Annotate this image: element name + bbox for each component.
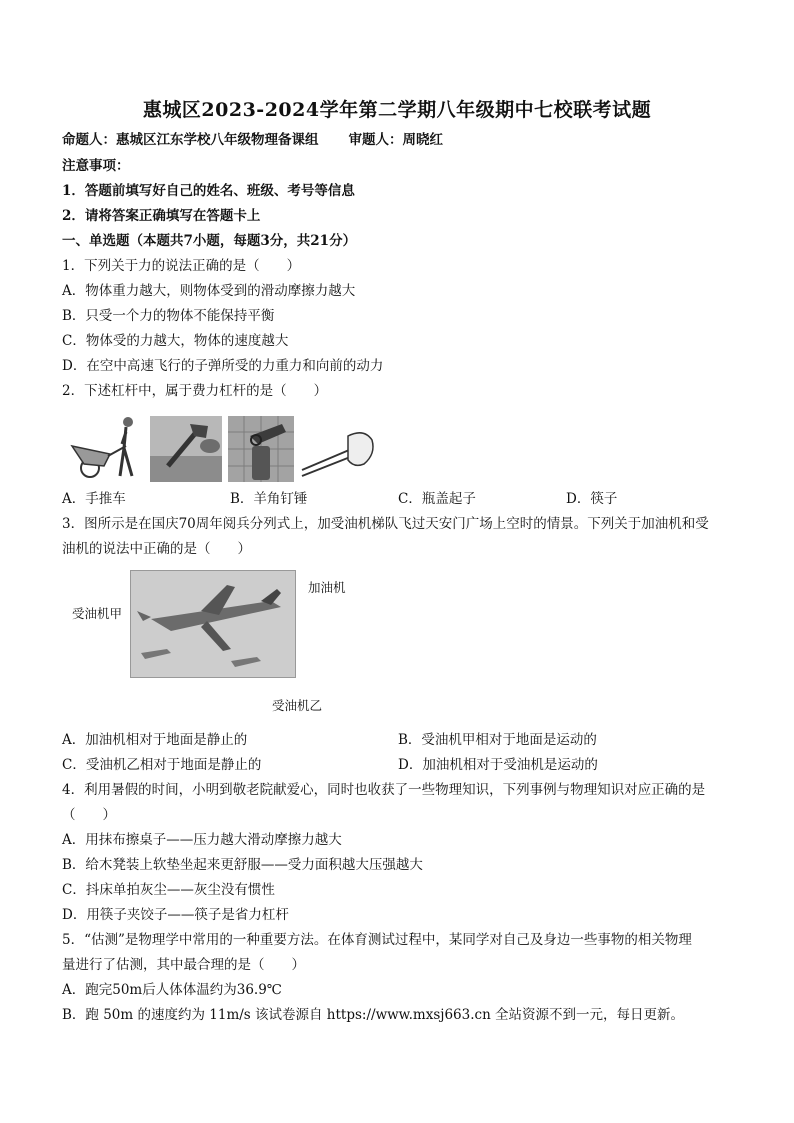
reviewer: 审题人：周晓红 <box>348 132 443 148</box>
q3-stem-line-2: 油机的说法中正确的是（ ） <box>62 541 251 557</box>
q2-option-c: C．瓶盖起子 <box>398 491 476 507</box>
notice-heading: 注意事项： <box>62 158 130 174</box>
q5-option-b: B．跑 50m 的速度约为 11m/s 该试卷源自 https://www.mxsj663.cn 全站资源不到一元，每日更新。 <box>62 1007 685 1023</box>
author: 命题人：惠城区江东学校八年级物理备课组 <box>62 132 319 148</box>
q3-option-a: A．加油机相对于地面是静止的 <box>62 732 248 748</box>
section-heading: 一、单选题（本题共7小题，每题3分，共21分） <box>62 233 357 249</box>
wheelbarrow-image <box>64 410 144 482</box>
q3-option-c: C．受油机乙相对于地面是静止的 <box>62 757 262 773</box>
q1-option-d: D．在空中高速飞行的子弹所受的力重力和向前的动力 <box>62 358 384 374</box>
q3-option-d: D．加油机相对于受油机是运动的 <box>398 757 598 773</box>
author-line <box>62 131 443 149</box>
q2-option-a: A．手推车 <box>62 491 126 507</box>
q5-option-a: A．跑完50m后人体体温约为36.9℃ <box>62 982 282 998</box>
q1-stem: 1．下列关于力的说法正确的是（ ） <box>62 258 301 274</box>
q4-option-a: A．用抹布擦桌子——压力越大滑动摩擦力越大 <box>62 832 342 848</box>
label-receiver-b: 受油机乙 <box>272 698 323 713</box>
aerial-refueling-photo <box>130 570 296 678</box>
q4-stem-line-1: 4．利用暑假的时间，小明到敬老院献爱心，同时也收获了一些物理知识，下列事例与物理知识对应正确的是 <box>62 782 706 798</box>
q4-stem-line-2: （ ） <box>62 807 116 823</box>
label-receiver-a: 受油机甲 <box>72 606 123 621</box>
page-title: 惠城区2023-2024学年第二学期八年级期中七校联考试题 <box>142 99 652 121</box>
q2-option-d: D．筷子 <box>566 491 618 507</box>
bottle-opener-image <box>228 416 294 482</box>
notice-item-2: 2．请将答案正确填写在答题卡上 <box>62 208 261 224</box>
q3-stem-line-1: 3．图所示是在国庆70周年阅兵分列式上，加受油机梯队飞过天安门广场上空时的情景。下列关于加油机和受 <box>62 516 709 532</box>
q4-option-b: B．给木凳装上软垫坐起来更舒服——受力面积越大压强越大 <box>62 857 423 873</box>
notice-item-1: 1．答题前填写好自己的姓名、班级、考号等信息 <box>62 183 355 199</box>
q1-option-b: B．只受一个力的物体不能保持平衡 <box>62 308 275 324</box>
q3-option-b: B．受油机甲相对于地面是运动的 <box>398 732 597 748</box>
chopsticks-image <box>298 420 378 480</box>
q5-stem-line-2: 量进行了估测，其中最合理的是（ ） <box>62 957 305 973</box>
label-tanker: 加油机 <box>308 580 346 595</box>
claw-hammer-image <box>150 416 222 482</box>
q1-option-c: C．物体受的力越大，物体的速度越大 <box>62 333 289 349</box>
q4-option-d: D．用筷子夹饺子——筷子是省力杠杆 <box>62 907 289 923</box>
q2-option-b: B．羊角钉锤 <box>230 491 308 507</box>
q4-option-c: C．抖床单拍灰尘——灰尘没有惯性 <box>62 882 275 898</box>
q5-stem-line-1: 5．“估测”是物理学中常用的一种重要方法。在体育测试过程中，某同学对自己及身边一些事物的相关物理 <box>62 932 692 948</box>
q2-stem: 2．下述杠杆中，属于费力杠杆的是（ ） <box>62 383 328 399</box>
q1-option-a: A．物体重力越大，则物体受到的滑动摩擦力越大 <box>62 283 356 299</box>
